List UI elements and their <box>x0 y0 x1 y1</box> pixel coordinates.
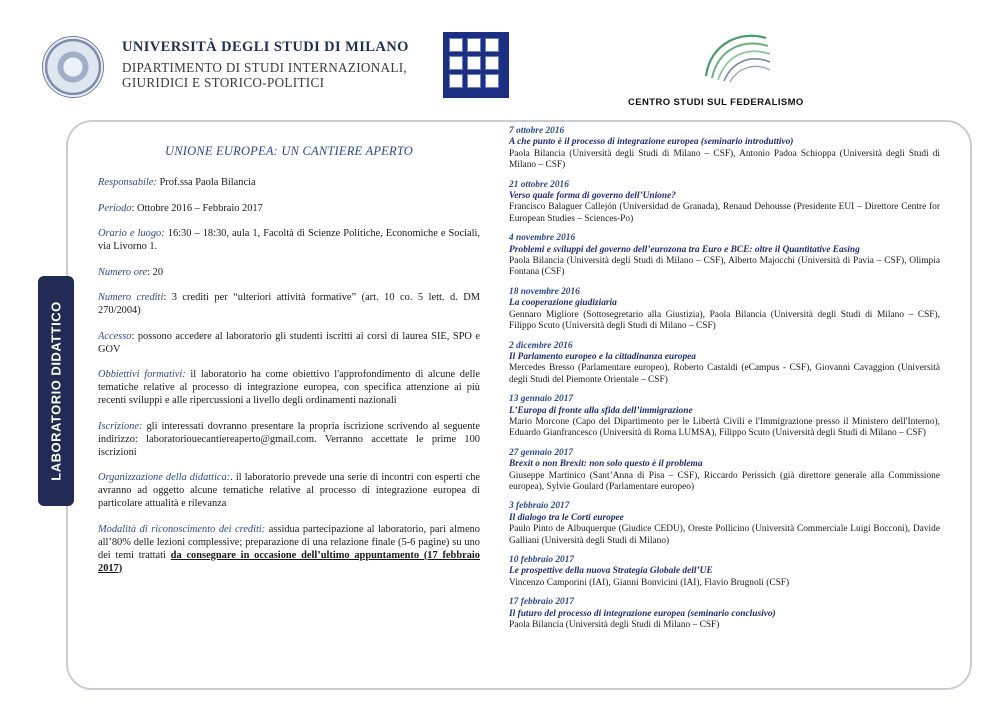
event-speakers: Paola Bilancia (Università degli Studi di Milano – CSF), Antonio Padoa Schioppa (Università degli Studi di Milano – CSF) <box>509 148 940 171</box>
crediti-row <box>98 291 480 317</box>
event-speakers: Mercedes Bresso (Parlamentare europeo), Roberto Castaldi (eCampus - CSF), Giovanni Cavaggion (Università degli Studi del Piemonte Orientale – CSF) <box>509 363 940 385</box>
organizzazione-row <box>98 471 480 510</box>
organizzazione-value: . il laboratorio prevede una serie di incontri con esperti che avranno ad oggetto alcune tematiche relative al processo di integrazione europea di particolare attualità e rilevanza <box>98 472 480 509</box>
event-item <box>509 341 940 387</box>
iscrizione-row <box>98 420 480 459</box>
logo-cell <box>449 74 463 88</box>
centro-studi-logo <box>700 24 772 84</box>
event-item <box>509 448 940 494</box>
logo-cell <box>485 38 499 52</box>
event-speakers: Gennaro Migliore (Sottosegretario alla Giustizia), Paola Bilancia (Università degli Studi di Milano – CSF), Filippo Scuto (Università degli Studi di Milano – CSF) <box>509 309 940 332</box>
department-logo <box>443 32 509 98</box>
organizzazione-label: Organizzazione della didattica: <box>98 472 231 483</box>
crediti-value: : 3 crediti per “ulteriori attività formative” (art. 10 co. 5 lett. d. DM 270/2004) <box>98 292 480 316</box>
ore-label: Numero ore <box>98 266 148 278</box>
modalita-row <box>98 523 480 575</box>
event-title: Il Parlamento europeo e la cittadinanza europea <box>509 351 696 362</box>
accesso-value: : possono accedere al laboratorio gli studenti iscritti ai corsi di laurea SIE, SPO e GOV <box>98 330 480 355</box>
event-date: 2 dicembre 2016 <box>509 340 573 351</box>
department-name <box>122 60 452 90</box>
event-title: Il futuro del processo di integrazione europea (seminario conclusivo) <box>509 608 776 619</box>
event-date: 13 gennaio 2017 <box>509 394 574 405</box>
event-speakers: Paola Bilancia (Università degli Studi di Milano – CSF) <box>509 620 720 631</box>
event-date: 10 febbraio 2017 <box>509 555 575 565</box>
modalita-deadline: da consegnare in occasione dell’ultimo appuntamento (17 febbraio 2017) <box>98 549 480 574</box>
event-title: L’Europa di fronte alla sfida dell’immigrazione <box>509 405 693 416</box>
obiettivi-row <box>98 368 480 407</box>
event-date: 17 febbraio 2017 <box>509 597 575 608</box>
event-speakers: Paulo Pinto de Albuquerque (Giudice CEDU), Oreste Pollicino (Università Commerciale Luigi Bocconi), Davide Galliani (Università degli Studi di Milano) <box>509 524 940 546</box>
modalita-label: Modalità di riconoscimento dei crediti: <box>98 523 266 535</box>
department-line-2: GIURIDICI E STORICO-POLITICI <box>122 75 325 90</box>
course-title: UNIONE EUROPEA: UN CANTIERE APERTO <box>165 144 413 158</box>
department-line-1: DIPARTIMENTO DI STUDI INTERNAZIONALI, <box>122 60 408 75</box>
iscrizione-label: Iscrizione: <box>98 420 143 432</box>
event-title: Verso quale forma di governo dell’Unione? <box>509 191 676 202</box>
ore-row <box>98 266 480 279</box>
obiettivi-label: Obbiettivi formativi: <box>98 369 186 380</box>
side-tab-label: LABORATORIO DIDATTICO <box>48 301 64 481</box>
event-title: La cooperazione giudiziaria <box>509 298 617 309</box>
event-item <box>509 233 940 279</box>
event-title: A che punto è il processo di integrazione europea (seminario introduttivo) <box>509 137 794 148</box>
event-speakers: Mario Morcone (Capo del Dipartimento per le Libertà Civili e l'Immigrazione presso il Ministero dell'Interno), Eduardo Gianfrancesco (Università di Roma LUMSA), Filippo Scuto (Università degli Studi di Milano – CSF) <box>509 416 940 439</box>
university-seal-logo <box>42 36 104 98</box>
logo-cell <box>467 38 481 52</box>
orario-row <box>98 227 480 253</box>
event-title: Le prospettive della nuova Strategia Globale dell’UE <box>509 566 713 577</box>
event-title: Problemi e sviluppi del governo dell’eurozona tra Euro e BCE: oltre il Quantitative Easing <box>509 244 860 255</box>
course-info <box>98 145 480 587</box>
event-schedule <box>509 126 940 639</box>
event-item <box>509 394 940 440</box>
periodo-label: Periodo <box>98 202 132 214</box>
event-item <box>509 555 940 589</box>
centro-studi-name: CENTRO STUDI SUL FEDERALISMO <box>628 97 804 108</box>
orario-value: 16:30 – 18:30, aula 1, Facoltà di Scienze Politiche, Economiche e Sociali, via Livorno 1. <box>98 228 480 252</box>
responsabile-value: Prof.ssa Paola Bilancia <box>156 177 256 188</box>
iscrizione-value: gli interessati dovranno presentare la propria iscrizione scrivendo al seguente indirizzo: laboratoriouecantiereaperto@gmail.com. Verranno accettate le prime 100 iscrizioni <box>98 420 480 458</box>
logo-cell <box>467 56 481 70</box>
event-item <box>509 287 940 333</box>
page-header <box>0 0 992 120</box>
event-date: 7 ottobre 2016 <box>509 126 565 136</box>
event-title: Brexit o non Brexit: non solo questo è il problema <box>509 459 703 470</box>
event-speakers: Giuseppe Martinico (Sant’Anna di Pisa – CSF), Riccardo Perissich (già direttore generale alla Commissione europea), Sylvie Goulard (Parlamentare europeo) <box>509 470 940 492</box>
event-speakers: Paola Bilancia (Università degli Studi di Milano – CSF), Alberto Majocchi (Università di Pavia – CSF), Olimpia Fontana (CSF) <box>509 256 940 278</box>
logo-cell <box>449 38 463 52</box>
event-date: 3 febbraio 2017 <box>509 501 570 512</box>
event-item <box>509 501 940 547</box>
logo-cell <box>485 56 499 70</box>
event-date: 21 ottobre 2016 <box>509 179 569 190</box>
event-speakers: Francisco Balaguer Callejón (Universidad de Granada), Renaud Dehousse (Presidente EUI – Direttore Centre for European Studies – Sciences-Po) <box>509 202 940 224</box>
event-item <box>509 180 940 226</box>
university-name: UNIVERSITÀ DEGLI STUDI DI MILANO <box>122 39 409 55</box>
obiettivi-value: il laboratorio ha come obiettivo l'approfondimento di alcune delle tematiche relative al processo di integrazione europea, con specifica attenzione ai più recenti sviluppi e alle ripercussioni a livello degli ordinamenti nazionali <box>98 369 480 406</box>
accesso-row <box>98 330 480 356</box>
event-item <box>509 126 940 172</box>
accesso-label: Accesso <box>98 330 132 342</box>
crediti-label: Numero crediti <box>98 292 164 303</box>
event-date: 27 gennaio 2017 <box>509 447 574 458</box>
event-item <box>509 597 940 631</box>
event-title: Il dialogo tra le Corti europee <box>509 512 624 523</box>
event-date: 4 novembre 2016 <box>509 233 576 244</box>
logo-cell <box>485 74 499 88</box>
orario-label: Orario e luogo: <box>98 228 165 239</box>
periodo-row <box>98 202 480 215</box>
responsabile-label: Responsabile: <box>98 177 157 188</box>
responsabile-row <box>98 176 480 189</box>
event-date: 18 novembre 2016 <box>509 286 580 297</box>
event-speakers: Vincenzo Camporini (IAI), Gianni Bonvicini (IAI), Flavio Brugnoli (CSF) <box>509 577 790 588</box>
ore-value: : 20 <box>147 266 164 278</box>
logo-cell <box>467 74 481 88</box>
logo-cell <box>449 56 463 70</box>
modalita-value: assidua partecipazione al laboratorio, pari almeno all’80% delle lezioni complessive; preparazione di una relazione finale (5-6 pagine) su uno dei temi trattati <box>98 523 480 561</box>
periodo-value: : Ottobre 2016 – Febbraio 2017 <box>131 202 263 214</box>
